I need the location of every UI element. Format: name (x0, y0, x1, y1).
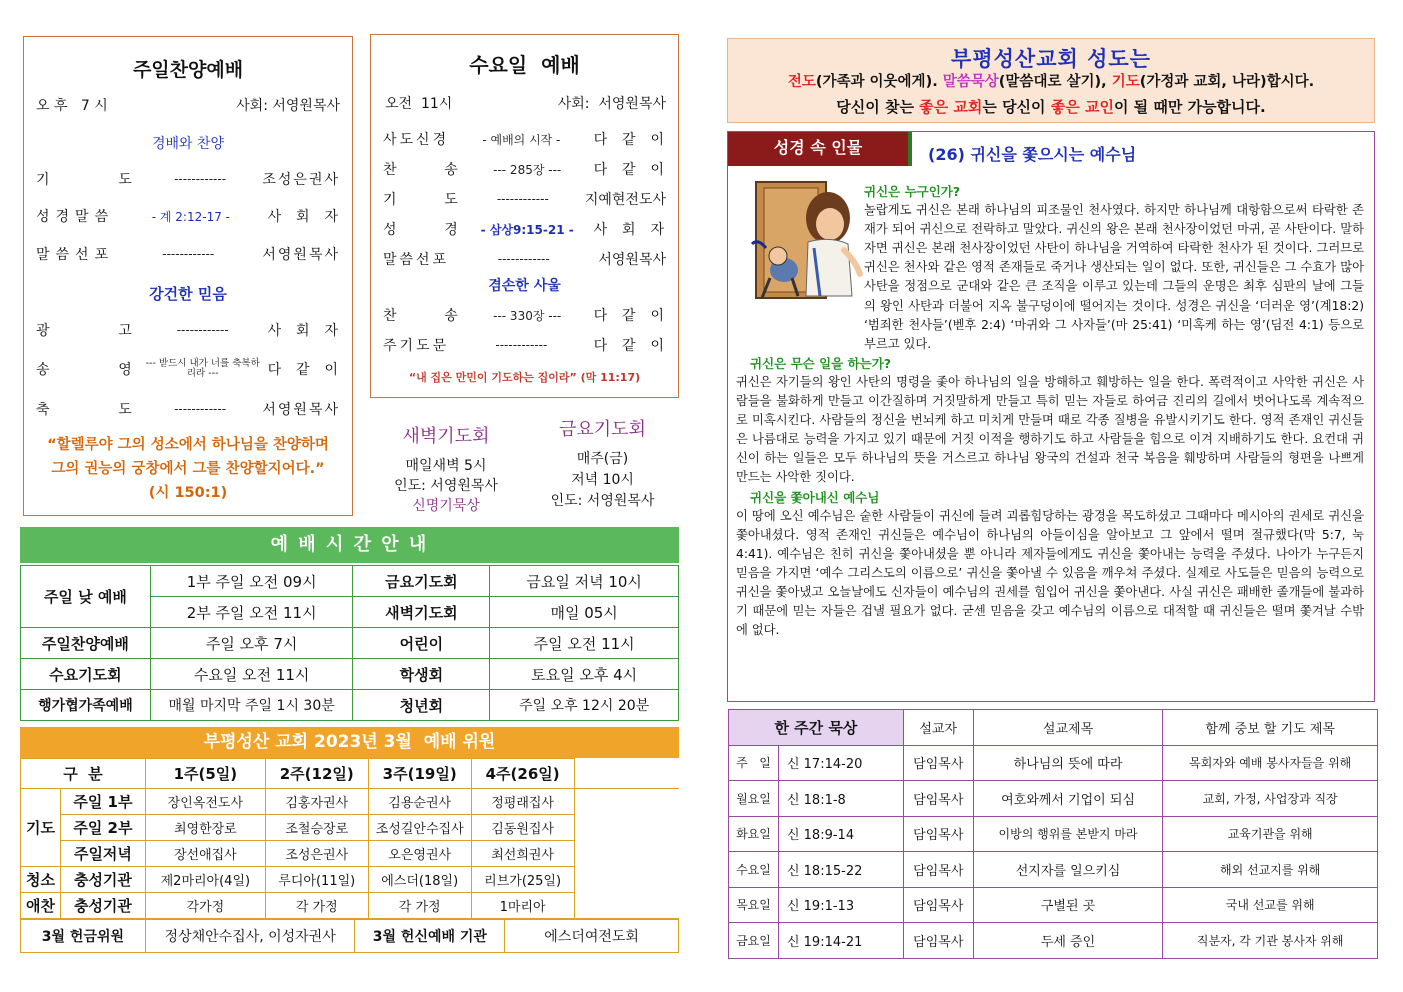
order-label: 광 고 (36, 323, 138, 339)
meditation-day: 월요일 (729, 781, 779, 817)
table-row (729, 816, 1378, 852)
offering-cell: 3월 헌신예배 기관 (355, 920, 505, 953)
order-label: 찬 송 (383, 308, 461, 324)
table-row (21, 789, 680, 815)
meditation-preacher: 담임목사 (903, 781, 973, 817)
schedule-cell: 주일 낮 예배 (21, 566, 151, 628)
meditation-sermon: 선지자를 일으키심 (973, 852, 1163, 888)
table-row (21, 867, 680, 893)
banner-title: 부평성산교회 성도는 (951, 47, 1151, 71)
duty-cell: 주일 1부 (60, 789, 145, 815)
duty-cell: 에스더(18일) (368, 867, 471, 893)
offering-table (20, 919, 679, 953)
section-strong-faith: 강건한 믿음 (149, 285, 227, 303)
duty-cell: 정평래집사 (471, 789, 574, 815)
schedule-cell: 새벽기도회 (353, 597, 490, 628)
order-row (36, 399, 340, 419)
meditation-preacher: 담임목사 (903, 887, 973, 923)
order-label: 송 영 (36, 362, 138, 378)
table-row (729, 710, 1378, 746)
meditation-ref: 신 18:1-8 (778, 781, 903, 817)
schedule-cell: 토요일 오후 4시 (490, 659, 679, 690)
wednesday-box (370, 34, 679, 398)
duty-cell: 조철승장로 (265, 815, 368, 841)
order-right: 다 같 이 (593, 308, 666, 324)
banner-text-part: (말씀대로 살기), (998, 74, 1112, 90)
table-row (21, 893, 680, 919)
duty-cell: 주일저녁 (60, 841, 145, 867)
order-mid: - 예배의 시작 - (482, 132, 561, 147)
wednesday-time: 오전 11시 (385, 96, 453, 112)
duty-empty-cell (574, 841, 679, 867)
schedule-cell: 2부 주일 오전 11시 (150, 597, 353, 628)
order-label: 사도신경 (383, 132, 450, 148)
schedule-cell: 수요기도회 (21, 659, 151, 690)
meditation-sermon: 두세 증인 (973, 923, 1163, 959)
order-right: 다 같 이 (593, 132, 666, 148)
weekly-meditation-table (728, 709, 1378, 959)
meditation-day: 목요일 (729, 887, 779, 923)
banner-text-part: 좋은 교회 (919, 98, 983, 116)
table-row (21, 566, 679, 597)
order-right: 서영원목사 (598, 252, 666, 268)
order-label: 성경말씀 (36, 209, 115, 225)
order-mid: --- 받드시 내가 너를 축복하리라 --- (145, 358, 260, 379)
table-row (729, 781, 1378, 817)
offering-cell: 3월 헌금위원 (21, 920, 146, 953)
banner-text-part: 좋은 교인 (1050, 98, 1114, 116)
order-label: 말씀선포 (36, 247, 115, 263)
order-mid: --- 285장 --- (493, 162, 562, 177)
order-row (383, 335, 666, 355)
order-right: 사 회 자 (593, 222, 666, 238)
duty-empty-cell (574, 893, 679, 919)
table-row (729, 923, 1378, 959)
friday-prayer-title: 금요기도회 (559, 419, 646, 440)
psalm-verse: “할렐루야 그의 성소에서 하나님을 찬양하며 그의 권능의 궁창에서 그를 찬양할지어다.” (시 150:1) (47, 437, 329, 501)
table-row (21, 815, 680, 841)
schedule-cell: 행가협가족예배 (21, 690, 151, 721)
duty-group-label: 기도 (21, 789, 61, 867)
duty-header: 4주(26일) (471, 759, 574, 789)
meditation-day: 수요일 (729, 852, 779, 888)
meditation-ref: 신 17:14-20 (778, 745, 903, 781)
sunday-praise-box (23, 36, 353, 516)
duty-empty-cell (574, 759, 679, 789)
order-mid: ------------ (162, 247, 215, 261)
friday-prayer-block (530, 415, 675, 512)
order-mid: ------------ (174, 172, 227, 186)
banner-line1 (728, 70, 1374, 91)
order-label: 주기도문 (383, 338, 450, 354)
banner-text-part: 는 당신이 (982, 98, 1051, 116)
order-right: 사 회 자 (267, 209, 340, 225)
schedule-cell: 학생회 (353, 659, 490, 690)
meditation-sermon: 구별된 곳 (973, 887, 1163, 923)
motto-banner (727, 38, 1375, 123)
schedule-cell: 주일찬양예배 (21, 628, 151, 659)
meditation-preacher: 담임목사 (903, 852, 973, 888)
meditation-ref: 신 18:15-22 (778, 852, 903, 888)
duty-cell: 충성기관 (60, 893, 145, 919)
duty-header: 구 분 (21, 759, 146, 789)
duty-cell: 각가정 (145, 893, 265, 919)
article-heading-2: 귀신은 무슨 일을 하는가? (750, 355, 892, 371)
offering-cell: 정상채안수집사, 이성자권사 (145, 920, 355, 953)
duty-cell: 청소 (21, 867, 61, 893)
banner-line2 (728, 96, 1374, 117)
schedule-cell: 매일 05시 (490, 597, 679, 628)
article-heading-3: 귀신을 쫓아내신 예수님 (750, 489, 880, 505)
duty-empty-cell (574, 789, 679, 815)
duty-cell: 최선희권사 (471, 841, 574, 867)
order-label: 성 경 (383, 222, 461, 238)
order-right: 서영원목사 (262, 402, 340, 418)
banner-text-part: 말씀묵상 (942, 74, 999, 90)
meditation-ref: 신 19:14-21 (778, 923, 903, 959)
table-row (21, 690, 679, 721)
order-row (36, 206, 340, 226)
schedule-cell: 수요일 오전 11시 (150, 659, 353, 690)
meditation-day: 화요일 (729, 816, 779, 852)
section-worship-praise: 경배와 찬양 (151, 136, 225, 152)
table-row (729, 745, 1378, 781)
meditation-sermon: 이방의 행위를 본받지 마라 (973, 816, 1163, 852)
order-row (383, 305, 666, 325)
article-float-spacer (736, 182, 864, 338)
meditation-header: 설교제목 (973, 710, 1163, 746)
offering-cell: 에스더여전도회 (505, 920, 679, 953)
table-row (21, 759, 680, 789)
meditation-preacher: 담임목사 (903, 816, 973, 852)
order-right: 지예현전도사 (584, 192, 666, 208)
order-label: 말씀선포 (383, 252, 450, 268)
duty-cell: 각 가정 (265, 893, 368, 919)
dawn-prayer-title: 새벽기도회 (402, 426, 490, 447)
banner-text-part: 기도 (1111, 74, 1140, 90)
wednesday-title: 수요일 예배 (469, 53, 580, 77)
duty-title: 부평성산 교회 2023년 3월 예배 위원 (20, 727, 679, 758)
meditation-prayer: 국내 선교를 위해 (1163, 887, 1378, 923)
section-humble-saul: 겸손한 사울 (488, 278, 561, 294)
schedule-table (20, 565, 679, 721)
meditation-sermon: 하나님의 뜻에 따라 (973, 745, 1163, 781)
duty-empty-cell (574, 815, 679, 841)
duty-cell: 장선애집사 (145, 841, 265, 867)
order-label: 축 도 (36, 402, 138, 418)
banner-text-part: (가족과 이웃에게). (815, 74, 943, 90)
banner-text-part: (가정과 교회, 나라)합시다. (1139, 74, 1315, 90)
duty-empty-cell (574, 867, 679, 893)
schedule-cell: 1부 주일 오전 09시 (150, 566, 353, 597)
wednesday-host: 사회: 서영원목사 (557, 96, 666, 112)
order-row (383, 159, 666, 179)
order-row (383, 249, 666, 269)
order-row (36, 359, 340, 379)
sunday-praise-time: 오 후 7 시 (36, 98, 108, 114)
meditation-day: 주 일 (729, 745, 779, 781)
article-paragraph-1: 놀랍게도 귀신은 본래 하나님의 피조물인 천사였다. 하지만 하나님께 대항함으로써 타락한 존재가 되어 귀신으로 전락하고 말았다. 귀신의 왕은 본래 천사장이었던 마귀, 곧 사탄이다. 말하자면 귀신은 본래 천사장이었던 사탄이 하나님을 거역하여 타락한 천사가 된 것이다. 그러므로 귀신은 천사와 같은 영적 존재들로 죽거나 생산되는 일이 없다. 또한, 귀신들은 그 수효가 많아 사탄을 정점으로 군대와 같은 큰 조직을 이루고 있는데 그들의 운명은 최후 심판의 날에 그들의 왕인 사탄과 더불어 지옥 불구덩이에 떨어지는 것이다. 성경은 귀신을 ‘더러운 영’(계18:2) ‘범죄한 천사들’(벧후 2:4) ‘마귀와 그 사자들’(마 25:41) ‘미혹케 하는 영’(딤전 4:1) 등으로 부르고 있다. (864, 203, 1364, 351)
duty-cell: 각 가정 (368, 893, 471, 919)
table-row (729, 887, 1378, 923)
banner-text-part: 이 될 때만 가능합니다. (1113, 98, 1266, 116)
dawn-prayer-line1: 매일새벽 5시 (405, 458, 487, 474)
meditation-day: 금요일 (729, 923, 779, 959)
order-label: 기 도 (36, 172, 138, 188)
duty-header: 2주(12일) (265, 759, 368, 789)
meditation-prayer: 목회자와 예배 봉사자들을 위해 (1163, 745, 1378, 781)
meditation-header: 한 주간 묵상 (729, 710, 904, 746)
order-label: 찬 송 (383, 162, 461, 178)
duty-cell: 오은영권사 (368, 841, 471, 867)
duty-cell: 충성기관 (60, 867, 145, 893)
duty-header: 3주(19일) (368, 759, 471, 789)
duty-cell: 제2마리아(4일) (145, 867, 265, 893)
schedule-cell: 주일 오후 12시 20분 (490, 690, 679, 721)
order-right: 조성은권사 (262, 172, 340, 188)
schedule-title: 예 배 시 간 안 내 (20, 527, 679, 563)
dawn-prayer-line2: 인도: 서영원목사 (394, 478, 498, 494)
duty-cell: 리브가(25일) (471, 867, 574, 893)
duty-cell: 루디아(11일) (265, 867, 368, 893)
schedule-cell: 청년회 (353, 690, 490, 721)
duty-cell: 애찬 (21, 893, 61, 919)
banner-text-part: 당신이 찾는 (836, 98, 920, 116)
order-mid: --- 330장 --- (493, 308, 562, 323)
table-row (21, 920, 679, 953)
meditation-header: 함께 중보 할 기도 제목 (1163, 710, 1378, 746)
order-mid: ------------ (496, 192, 549, 206)
meditation-prayer: 교육기관을 위해 (1163, 816, 1378, 852)
order-row (36, 169, 340, 189)
order-right: 다 같 이 (267, 362, 340, 378)
order-row (36, 320, 340, 340)
schedule-cell: 금요기도회 (353, 566, 490, 597)
table-row (21, 659, 679, 690)
meditation-prayer: 직분자, 각 기관 봉사자 위해 (1163, 923, 1378, 959)
mark-verse: “내 집은 만민이 기도하는 집이라” (막 11:17) (408, 371, 641, 384)
order-mid: ------------ (495, 338, 548, 352)
schedule-section (20, 527, 679, 721)
meditation-prayer: 교회, 가정, 사업장과 직장 (1163, 781, 1378, 817)
schedule-cell: 매월 마지막 주일 1시 30분 (150, 690, 353, 721)
order-row (36, 244, 340, 264)
schedule-cell: 금요일 저녁 10시 (490, 566, 679, 597)
banner-text-part: 전도 (787, 74, 816, 90)
meditation-prayer: 해외 선교지를 위해 (1163, 852, 1378, 888)
duty-cell: 조성길안수집사 (368, 815, 471, 841)
duty-section (20, 727, 679, 953)
article-title: (26) 귀신을 쫓으시는 예수님 (928, 145, 1137, 164)
meditation-preacher: 담임목사 (903, 745, 973, 781)
duty-cell: 김홍자권사 (265, 789, 368, 815)
dawn-prayer-line3: 신명기묵상 (412, 498, 480, 514)
article-heading-1: 귀신은 누구인가? (864, 184, 961, 199)
duty-cell: 1마리아 (471, 893, 574, 919)
order-row (383, 219, 666, 239)
duty-table (20, 758, 679, 919)
friday-prayer-line2: 저녁 10시 (571, 472, 634, 488)
order-right: 다 같 이 (593, 338, 666, 354)
order-label: 기 도 (383, 192, 461, 208)
meditation-header: 설교자 (903, 710, 973, 746)
meditation-ref: 신 19:1-13 (778, 887, 903, 923)
meditation-preacher: 담임목사 (903, 923, 973, 959)
order-mid: - 삼상9:15-21 - (480, 222, 574, 237)
order-mid: ------------ (176, 323, 229, 337)
duty-cell: 주일 2부 (60, 815, 145, 841)
order-right: 서영원목사 (262, 247, 340, 263)
table-row (21, 841, 680, 867)
duty-cell: 최영한장로 (145, 815, 265, 841)
sunday-praise-host: 사회: 서영원목사 (236, 98, 340, 114)
duty-cell: 장인옥전도사 (145, 789, 265, 815)
friday-prayer-line1: 매주(금) (576, 451, 629, 467)
order-row (383, 129, 666, 149)
order-right: 다 같 이 (593, 162, 666, 178)
duty-cell: 김동원집사 (471, 815, 574, 841)
order-row (383, 189, 666, 209)
duty-cell: 김용순권사 (368, 789, 471, 815)
order-mid: ------------ (497, 252, 550, 266)
meditation-ref: 신 18:9-14 (778, 816, 903, 852)
duty-header: 1주(5일) (145, 759, 265, 789)
article-tag: 성경 속 인물 (728, 132, 912, 166)
meditation-sermon: 여호와께서 기업이 되심 (973, 781, 1163, 817)
schedule-cell: 어린이 (353, 628, 490, 659)
order-mid: ------------ (174, 402, 227, 416)
dawn-prayer-block (376, 422, 516, 516)
schedule-cell: 주일 오전 11시 (490, 628, 679, 659)
schedule-cell: 주일 오후 7시 (150, 628, 353, 659)
order-right: 사 회 자 (267, 323, 340, 339)
article-body (736, 182, 1364, 640)
article-box (727, 131, 1375, 702)
article-paragraph-2: 귀신은 자기들의 왕인 사탄의 명령을 좇아 하나님의 일을 방해하고 훼방하는 일을 한다. 폭력적이고 사악한 귀신은 사람들을 불화하게 만들고 이간질하며 거짓말하게 만들고 특히 믿는 자들로 하여금 진리의 길에서 벗어나도록 계속적으로 미혹시킨다. 사람들의 정신을 번뇌케 하고 미치게 만들며 때로 각종 질병을 유발시키기도 한다. 영적 존재인 귀신들은 나름대로 능력을 가지고 있기 때문에 거짓 이적을 행하기도 하고 사람들을 힘으로 이겨 지배하기도 한다. 요컨대 귀신이 하는 일들은 모두 하나님의 뜻을 거스르고 하나님 왕국의 건설과 천국 복음을 훼방하며 사람들의 형편을 나쁘게 만드는 사악한 짓이다. (736, 374, 1364, 485)
table-row (729, 852, 1378, 888)
order-mid: - 계 2:12-17 - (151, 209, 230, 224)
article-paragraph-3: 이 땅에 오신 예수님은 숱한 사람들이 귀신에 들려 괴롭힘당하는 광경을 목도하셨고 그때마다 메시아의 권세로 귀신을 쫓아내셨다. 영적 존재인 귀신들은 예수님이 하나님의 아들이심을 알아보고 그 앞에서 떨며 절규했다(막 5:7, 눅 4:41). 예수님은 친히 귀신을 쫓아내셨을 뿐 아니라 제자들에게도 귀신을 쫓아내는 능력을 주셨다. 나아가 누구든지 믿음을 가지면 ‘예수 그리스도의 이름으로’ 귀신을 쫓아낼 수 있음을 깨우쳐 주셨다. 실제로 사도들은 믿음의 능력으로 귀신을 쫓아냈고 오늘날에도 신자들이 예수님의 권세를 힘입어 귀신을 쫓아낸다. 사실 귀신은 패배한 졸개들에 불과하기 때문에 믿는 자들은 겁낼 필요가 없다. 굳센 믿음을 갖고 예수님의 이름으로 대적할 때 귀신들은 떨며 쫓겨날 수밖에 없다. (736, 508, 1364, 638)
duty-cell: 조성은권사 (265, 841, 368, 867)
friday-prayer-line3: 인도: 서영원목사 (550, 493, 655, 509)
table-row (21, 628, 679, 659)
sunday-praise-title: 주일찬양예배 (132, 59, 244, 81)
